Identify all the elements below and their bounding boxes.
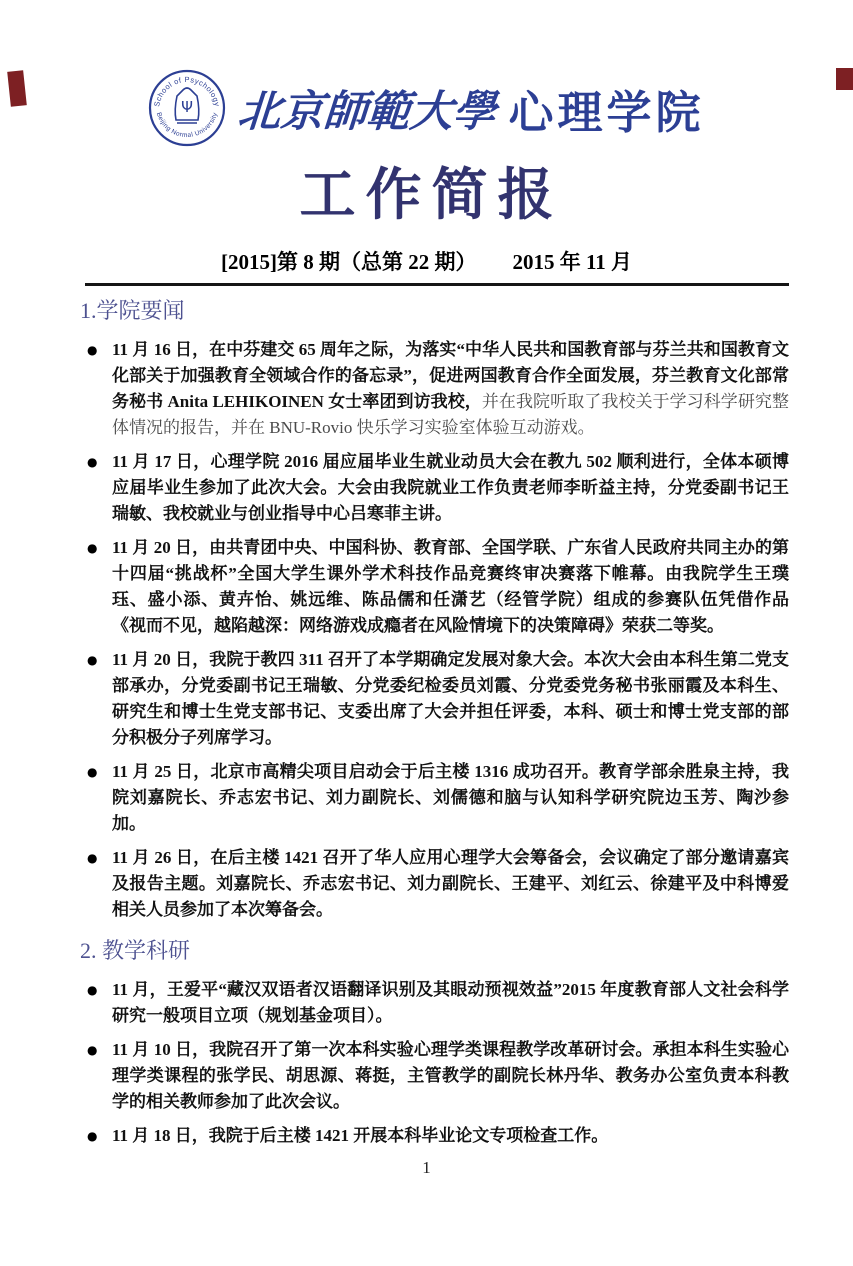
university-name-calligraphy: 北京師範大學 (236, 86, 498, 137)
bullet-icon: ● (87, 983, 98, 997)
bulletin-header (0, 66, 853, 286)
news-list (80, 337, 789, 923)
school-name: 心理学院 (508, 86, 705, 138)
item-text-regular: 并在我院听取了我校关于学习科学研究整体情况的报告，并在 BNU-Rovio 快乐学习实验室体验互动游戏。 (112, 392, 790, 437)
brand-row (0, 66, 853, 150)
issue-number: [2015]第 8 期（总第 22 期） (220, 250, 477, 274)
bullet-icon: ● (87, 653, 98, 667)
item-text-bold: 11 月 25 日，北京市高精尖项目启动会于后主楼 1316 成功召开。教育学部余胜泉主持，我院刘嘉院长、乔志宏书记、刘力副院长、刘儒德和脑与认知科学研究院边玉芳、陶沙参加。 (112, 762, 789, 833)
issue-line (0, 249, 853, 276)
item-text-bold: 11 月 16 日，在中芬建交 65 周年之际，为落实“中华人民共和国教育部与芬兰共和国教育文化部关于加强教育全领域合作的备忘录”，促进两国教育合作全面发展，芬兰教育文化部常务秘书 Anita LEHIKOINEN 女士率团到访我校， (112, 340, 789, 411)
bullet-icon: ● (87, 1129, 98, 1143)
issue-date: 2015 年 11 月 (512, 250, 633, 274)
section-heading-news: 1.学院要闻 (80, 298, 185, 323)
item-text-bold: 11 月 18 日，我院于后主楼 1421 开展本科毕业论文专项检查工作。 (112, 1126, 609, 1145)
item-text-bold: 11 月 26 日，在后主楼 1421 召开了华人应用心理学大会筹备会，会议确定了部分邀请嘉宾及报告主题。刘嘉院长、乔志宏书记、刘力副院长、王建平、刘红云、徐建平及中科博爱相关人员参加了本次筹备会。 (112, 848, 789, 919)
bullet-icon: ● (87, 455, 98, 469)
psi-symbol: Ψ (181, 98, 194, 116)
news-item (80, 759, 789, 837)
news-item (80, 535, 789, 639)
news-item (80, 845, 789, 923)
news-item (80, 337, 789, 441)
news-item (80, 647, 789, 751)
item-text-bold: 11 月，王爱平“藏汉双语者汉语翻译识别及其眼动预视效益”2015 年度教育部人文社会科学研究一般项目立项（规划基金项目）。 (112, 980, 789, 1025)
page-footer (0, 1157, 853, 1179)
bullet-icon: ● (87, 343, 98, 357)
seal-arc-top-text: School of Psychology (152, 74, 223, 108)
news-item (80, 449, 789, 527)
news-item (80, 977, 789, 1029)
bullet-icon: ● (87, 765, 98, 779)
header-divider (85, 283, 789, 286)
bullet-icon: ● (87, 1043, 98, 1057)
item-text-bold: 11 月 10 日，我院召开了第一次本科实验心理学类课程教学改革研讨会。承担本科生实验心理学类课程的张学民、胡思源、蒋挺，主管教学的副院长林丹华、教务办公室负责本科教学的相关教师参加了此次会议。 (112, 1040, 789, 1111)
bulletin-body (80, 297, 789, 1149)
page-number: 1 (422, 1158, 431, 1177)
item-text-bold: 11 月 17 日，心理学院 2016 届应届毕业生就业动员大会在教九 502 顺利进行，全体本硕博应届毕业生参加了此次大会。大会由我院就业工作负责老师李昕益主持，分党委副书记王瑞敏、我校就业与创业指导中心吕寒菲主讲。 (112, 452, 789, 523)
seal-arc-bottom-text: Beijing Normal University (155, 111, 220, 140)
item-text-bold: 11 月 20 日，我院于教四 311 召开了本学期确定发展对象大会。本次大会由本科生第二党支部承办，分党委副书记王瑞敏、分党委纪检委员刘霞、分党委党务秘书张丽霞及本科生、研究生和博士生党支部书记、支委出席了大会并担任评委，本科、硕士和博士党支部的部分积极分子列席学习。 (112, 650, 789, 747)
bulletin-title: 工作简报 (299, 165, 564, 227)
section-heading-teaching-research: 2. 教学科研 (80, 938, 191, 963)
item-text-bold: 11 月 20 日，由共青团中央、中国科协、教育部、全国学联、广东省人民政府共同主办的第十四届“挑战杯”全国大学生课外学术科技作品竞赛终审决赛落下帷幕。由我院学生王璞珏、盛小添、黄卉怡、姚远维、陈品儒和任潇艺（经管学院）组成的参赛队伍凭借作品《视而不见，越陷越深：网络游戏成瘾者在风险情境下的决策障碍》荣获二等奖。 (112, 538, 789, 635)
bullet-icon: ● (87, 851, 98, 865)
news-item (80, 1037, 789, 1115)
school-seal-logo (148, 69, 226, 147)
scan-artifact-right (836, 68, 853, 90)
teaching-research-list (80, 977, 789, 1149)
news-item (80, 1123, 789, 1149)
bullet-icon: ● (87, 541, 98, 555)
